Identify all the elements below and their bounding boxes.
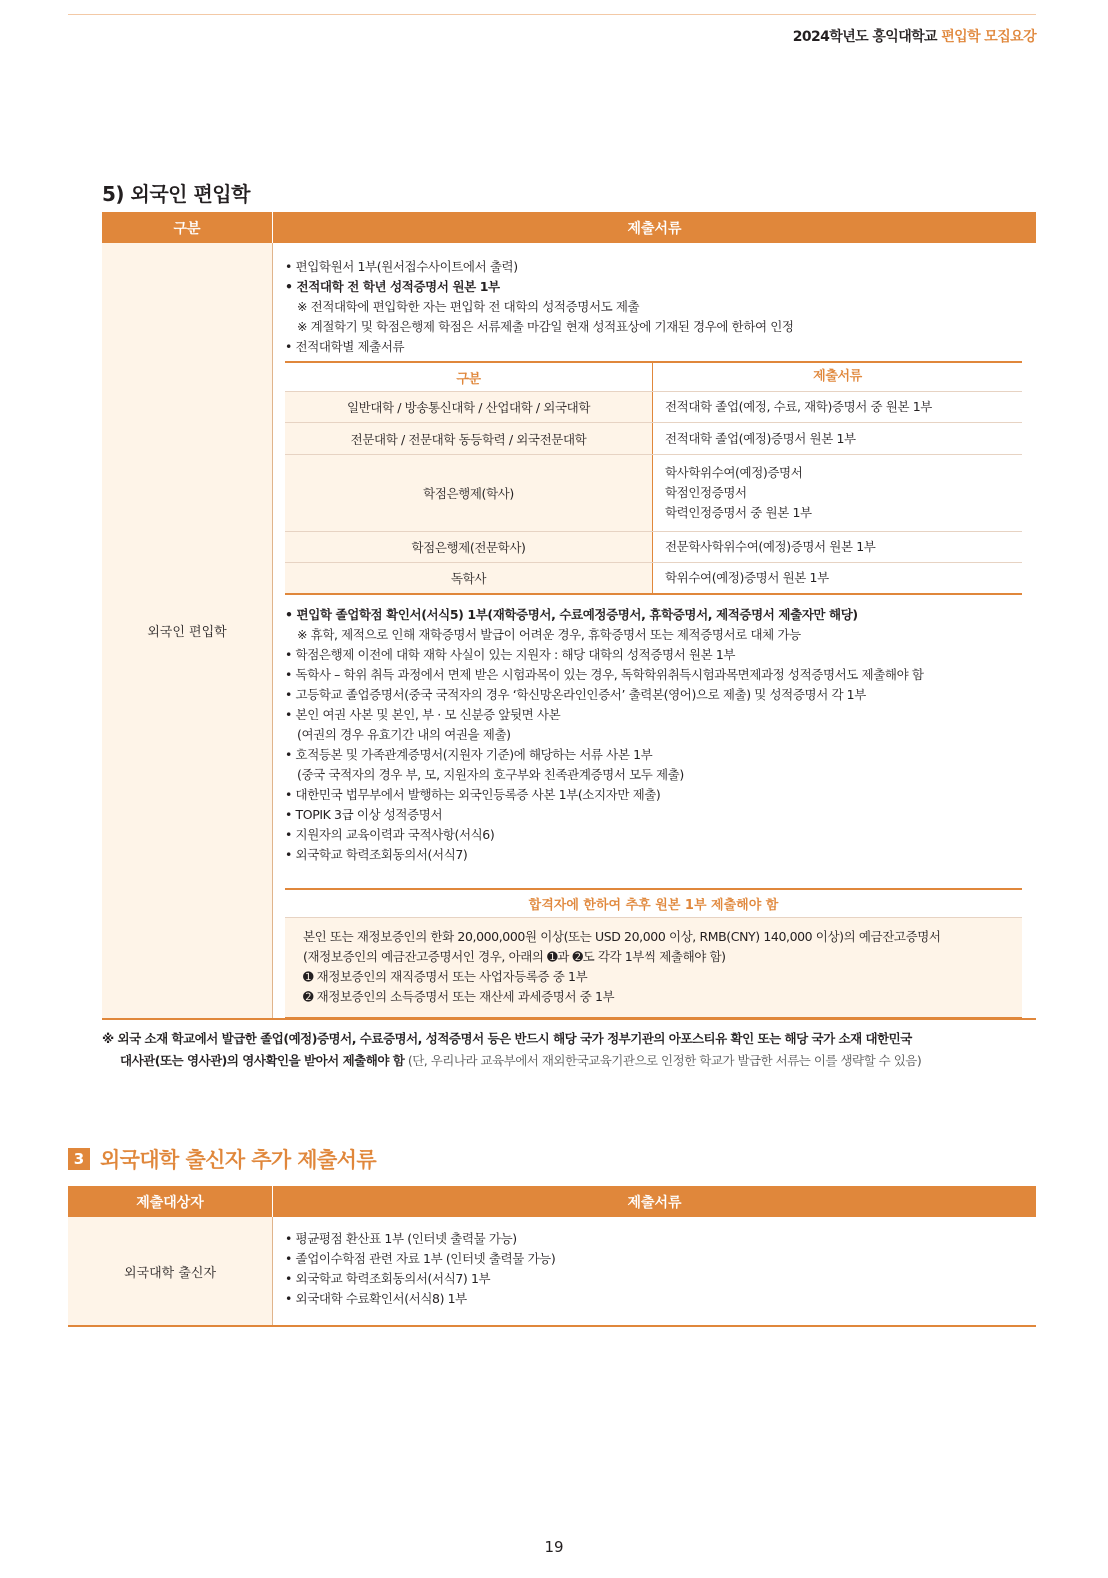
list-item: • 평균평점 환산표 1부 (인터넷 출력물 가능) <box>285 1231 517 1246</box>
row-label: 외국대학 출신자 <box>68 1217 273 1325</box>
list-item: • 전적대학별 제출서류 <box>285 339 405 354</box>
note-line: 본인 또는 재정보증인의 한화 20,000,000원 이상(또는 USD 20,000 이상, RMB(CNY) 140,000 이상)의 예금잔고증명서 <box>303 929 941 944</box>
inner-row-value: 전적대학 졸업(예정)증명서 원본 1부 <box>665 430 856 446</box>
note-line: ➊ 재정보증인의 재직증명서 또는 사업자등록증 중 1부 <box>303 969 588 984</box>
admitted-note-box <box>285 888 1022 1019</box>
section-3-title: 외국대학 출신자 추가 제출서류 <box>100 1148 377 1172</box>
foreign-university-table <box>68 1186 1036 1327</box>
document-list <box>285 605 924 865</box>
inner-row-value: 학력인정증명서 중 원본 1부 <box>665 505 812 520</box>
inner-row-label: 전문대학 / 전문대학 동등학력 / 외국전문대학 <box>285 423 653 454</box>
list-item: • 졸업이수학점 관련 자료 1부 (인터넷 출력물 가능) <box>285 1251 556 1266</box>
list-item: • 지원자의 교육이력과 국적사항(서식6) <box>285 827 495 842</box>
col-header-target: 제출대상자 <box>136 1194 204 1211</box>
footnote <box>102 1028 1036 1072</box>
footnote-line-1: ※ 외국 소재 학교에서 발급한 졸업(예정)증명서, 수료증명서, 성적증명서 등은 반드시 해당 국가 정부기관의 아포스티유 확인 또는 해당 국가 소재 대한민국 <box>102 1031 912 1046</box>
list-item: • 편입학 졸업학점 확인서(서식5) 1부(재학증명서, 수료예정증명서, 휴학증명서, 제적증명서 제출자만 해당) <box>285 607 858 622</box>
note-box-heading: 합격자에 한하여 추후 원본 1부 제출해야 함 <box>285 890 1022 918</box>
inner-row-label: 학점은행제(전문학사) <box>285 532 653 562</box>
inner-row <box>285 455 1022 532</box>
inner-row <box>285 532 1022 563</box>
header-accent: 편입학 모집요강 <box>941 29 1036 45</box>
inner-row-label: 일반대학 / 방송통신대학 / 산업대학 / 외국대학 <box>285 392 653 422</box>
note-item: ※ 계절학기 및 학점은행제 학점은 서류제출 마감일 현재 성적표상에 기재된 경우에 한하여 인정 <box>297 319 794 334</box>
section-number-badge: 3 <box>68 1148 90 1170</box>
col-header-documents: 제출서류 <box>272 212 1036 243</box>
list-item: • 전적대학 전 학년 성적증명서 원본 1부 <box>285 279 500 294</box>
inner-row-label: 독학사 <box>285 563 653 593</box>
list-item: • 편입학원서 1부(원서접수사이트에서 출력) <box>285 259 518 274</box>
page-number: 19 <box>544 1538 564 1556</box>
section-3-heading <box>68 1144 376 1174</box>
list-item: • 호적등본 및 가족관계증명서(지원자 기준)에 해당하는 서류 사본 1부 <box>285 747 653 762</box>
documents-cell <box>273 243 1036 1018</box>
header-rule <box>68 14 1036 15</box>
list-item: • 외국학교 학력조회동의서(서식7) <box>285 847 468 862</box>
footnote-light: (단, 우리나라 교육부에서 재외한국교육기관으로 인정한 학교가 발급한 서류는 이를 생략할 수 있음) <box>404 1053 922 1068</box>
note-line: ➋ 재정보증인의 소득증명서 또는 재산세 과세증명서 중 1부 <box>303 989 615 1004</box>
top-document-list <box>285 257 794 357</box>
header-prefix: 2024학년도 홍익대학교 <box>792 29 942 45</box>
inner-row-label: 학점은행제(학사) <box>285 455 653 531</box>
inner-row-value: 학사학위수여(예정)증명서 <box>665 465 803 480</box>
footnote-line-2 <box>102 1050 1036 1072</box>
note-box-body <box>285 918 1022 1017</box>
note-item: ※ 휴학, 제적으로 인해 재학증명서 발급이 어려운 경우, 휴학증명서 또는 제적증명서로 대체 가능 <box>297 627 801 642</box>
list-item: • 고등학교 졸업증명서(중국 국적자의 경우 ‘학신망온라인인증서’ 출력본(영어)으로 제출) 및 성적증명서 각 1부 <box>285 687 866 702</box>
inner-row-value: 전적대학 졸업(예정, 수료, 재학)증명서 중 원본 1부 <box>665 399 932 414</box>
inner-row <box>285 423 1022 455</box>
inner-row-value: 전문학사학위수여(예정)증명서 원본 1부 <box>665 539 876 554</box>
table-header <box>68 1186 1036 1217</box>
section-title: 5) 외국인 편입학 <box>102 182 250 206</box>
col-header-category: 구분 <box>173 220 201 237</box>
table-header <box>102 212 1036 243</box>
note-line: (재정보증인의 예금잔고증명서인 경우, 아래의 ➊과 ➋도 각각 1부씩 제출해야 함) <box>303 949 726 964</box>
list-item: • 본인 여권 사본 및 본인, 부 · 모 신분증 앞뒷면 사본 <box>285 707 561 722</box>
list-item: • TOPIK 3급 이상 성적증명서 <box>285 807 443 822</box>
inner-table <box>285 361 1022 595</box>
note-item: (중국 국적자의 경우 부, 모, 지원자의 호구부와 친족관계증명서 모두 제출) <box>297 767 684 782</box>
inner-row-value: 학점인정증명서 <box>665 485 747 500</box>
inner-col-documents: 제출서류 <box>813 369 862 384</box>
table-row <box>102 243 1036 1020</box>
inner-row <box>285 392 1022 423</box>
list-item: • 독학사 – 학위 취득 과정에서 면제 받은 시험과목이 있는 경우, 독학학위취득시험과목면제과정 성적증명서도 제출해야 함 <box>285 667 924 682</box>
foreign-transfer-table <box>102 212 1036 1020</box>
documents-cell <box>273 1217 1036 1325</box>
inner-col-category: 구분 <box>285 363 653 391</box>
list-item: • 학점은행제 이전에 대학 재학 사실이 있는 지원자 : 해당 대학의 성적증명서 원본 1부 <box>285 647 736 662</box>
note-item: (여권의 경우 유효기간 내의 여권을 제출) <box>297 727 511 742</box>
list-item: • 대한민국 법무부에서 발행하는 외국인등록증 사본 1부(소지자만 제출) <box>285 787 661 802</box>
inner-row-value: 학위수여(예정)증명서 원본 1부 <box>665 570 829 585</box>
col-header-documents: 제출서류 <box>272 1186 1036 1217</box>
list-item: • 외국대학 수료확인서(서식8) 1부 <box>285 1291 467 1306</box>
inner-row <box>285 563 1022 593</box>
footnote-bold: 대사관(또는 영사관)의 영사확인을 받아서 제출해야 함 <box>120 1053 405 1068</box>
table-row <box>68 1217 1036 1327</box>
inner-table-header <box>285 363 1022 392</box>
running-header <box>793 26 1036 46</box>
row-label: 외국인 편입학 <box>102 243 273 1018</box>
note-item: ※ 전적대학에 편입학한 자는 편입학 전 대학의 성적증명서도 제출 <box>297 299 640 314</box>
list-item: • 외국학교 학력조회동의서(서식7) 1부 <box>285 1271 491 1286</box>
